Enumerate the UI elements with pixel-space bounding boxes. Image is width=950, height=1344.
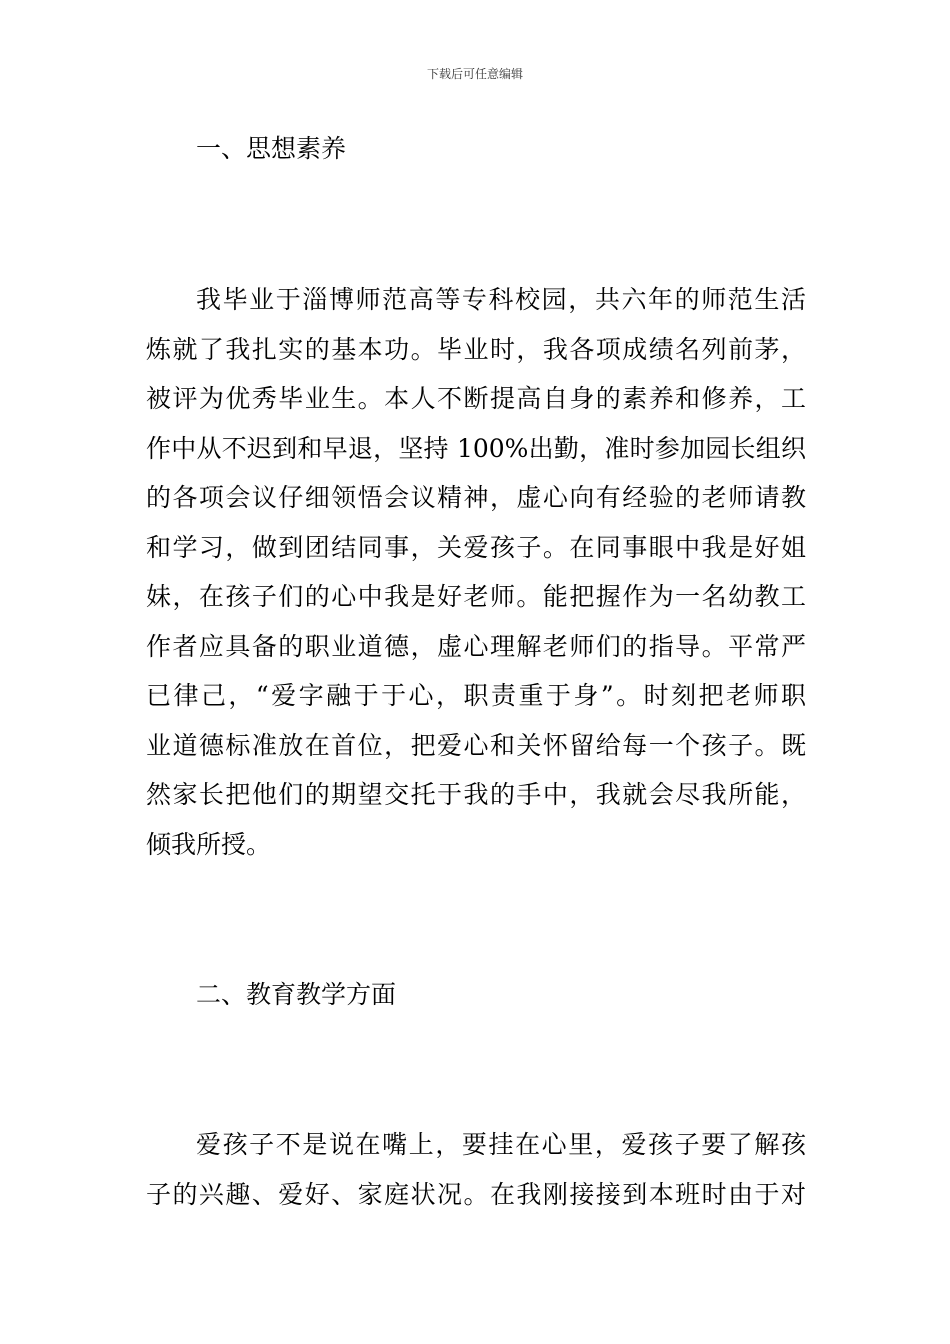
page-header: 下载后可任意编辑 <box>426 67 523 81</box>
paragraph-line: 业道德标准放在首位，把爱心和关怀留给每一个孩子。既 <box>146 730 806 760</box>
paragraph-teaching <box>146 1120 806 1219</box>
paragraph-line: 作者应具备的职业道德，虚心理解老师们的指导。平常严 <box>146 631 806 661</box>
paragraph-line: 的各项会议仔细领悟会议精神，虚心向有经验的老师请教 <box>146 483 806 512</box>
paragraph-line: 子的兴趣、爱好、家庭状况。在我刚接接到本班时由于对 <box>146 1179 806 1209</box>
paragraph-line: 妹，在孩子们的心中我是好老师。能把握作为一名幼教工 <box>146 582 806 611</box>
paragraph-line: 已律己，“爱字融于于心，职责重于身”。时刻把老师职 <box>146 681 806 710</box>
paragraph-line: 被评为优秀毕业生。本人不断提高自身的素养和修养，工 <box>146 384 806 413</box>
section-heading-teaching: 二、教育教学方面 <box>196 980 397 1009</box>
paragraph-line: 倾我所授。 <box>146 829 272 859</box>
paragraph-line: 和学习，做到团结同事，关爱孩子。在同事眼中我是好姐 <box>146 532 806 562</box>
paragraph-line: 炼就了我扎实的基本功。毕业时，我各项成绩名列前茅， <box>146 334 806 364</box>
paragraph-line: 作中从不迟到和早退，坚持 100%出勤，准时参加园长组织 <box>146 433 806 463</box>
paragraph-line: 爱孩子不是说在嘴上，要挂在心里，爱孩子要了解孩 <box>196 1130 806 1159</box>
paragraph-thought <box>146 275 806 869</box>
paragraph-line: 我毕业于淄博师范高等专科校园，共六年的师范生活 <box>196 285 806 314</box>
section-heading-thought: 一、思想素养 <box>196 134 347 163</box>
paragraph-line: 然家长把他们的期望交托于我的手中，我就会尽我所能， <box>146 780 806 809</box>
